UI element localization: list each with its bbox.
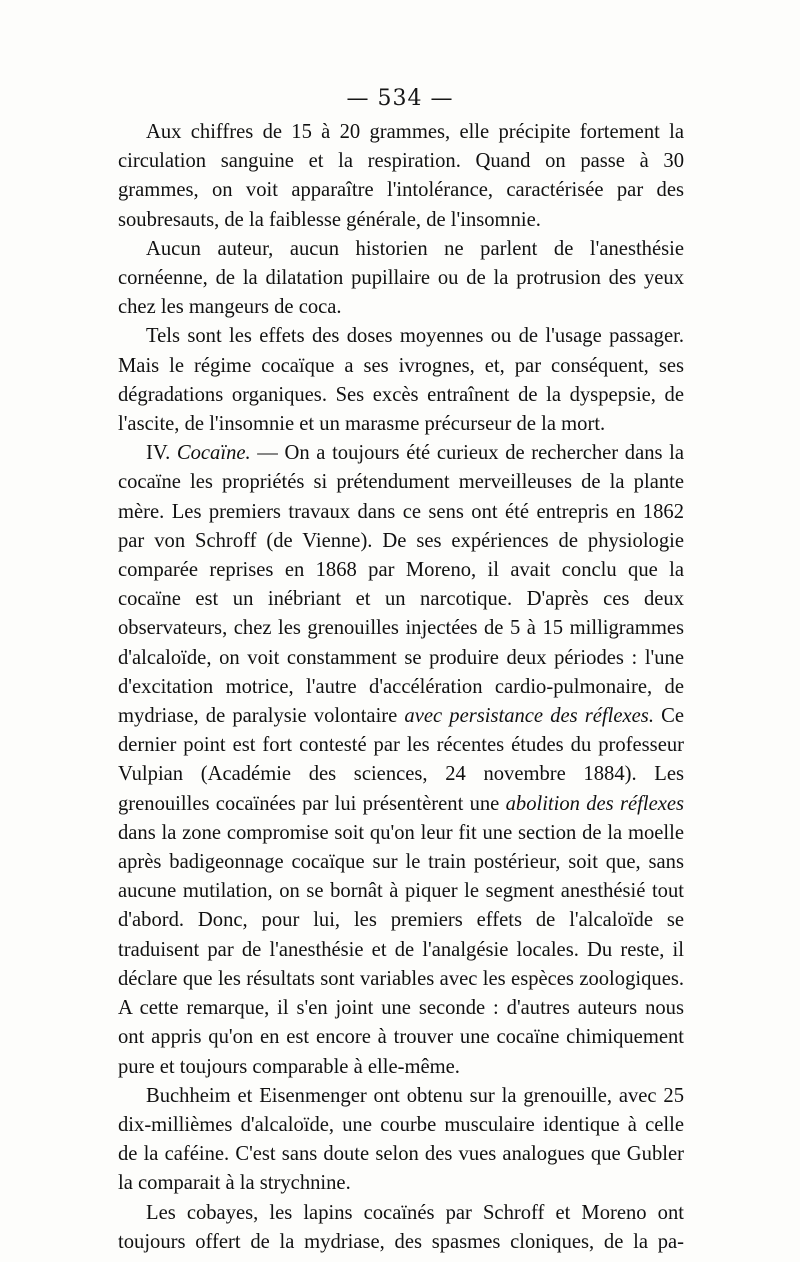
italic-phrase: avec persistance des réflexes. (404, 705, 654, 728)
body-text (118, 118, 684, 1257)
paragraph-text: dans la zone compromise soit qu'on leur fit une section de la moelle après badigeonnage cocaïque sur le train postérieur, soit que, sans aucune mutilation, on se bornât à piquer le segment anesthésié tout d'abord. Donc, pour lui, les premiers effets de l'alcaloïde se traduisent par de l'anesthésie et de l'analgésie locales. Du reste, il déclare que les résultats sont variables avec les espèces zoologiques. A cette remarque, il s'en joint une seconde : d'autres auteurs nous ont appris qu'on en est encore à trouver une cocaïne chimiquement pure et toujours comparable à elle-même. (118, 821, 684, 1078)
paragraph-text: Les cobayes, les lapins cocaïnés par Schroff et Moreno ont toujours offert de la mydriase, des spasmes cloniques, de la pa- (118, 1201, 684, 1253)
paragraph-cocaine-section (118, 439, 684, 1081)
paragraph-text: Buchheim et Eisenmenger ont obtenu sur la grenouille, avec 25 dix-millièmes d'alcaloïde, une courbe musculaire identique à celle de la caféine. C'est sans doute selon des vues analogues que Gubler la comparait à la strychnine. (118, 1084, 684, 1195)
section-number: IV. (146, 442, 171, 465)
paragraph-cobayes (118, 1199, 684, 1257)
paragraph-effects (118, 322, 684, 439)
paragraph-text: Aux chiffres de 15 à 20 grammes, elle précipite fortement la circulation sanguine et la respiration. Quand on passe à 30 grammes, on voit apparaître l'intolérance, caractérisée par des soubresauts, de la faiblesse générale, de l'insomnie. (118, 121, 684, 231)
italic-phrase: abolition des réflexes (505, 792, 685, 815)
page-number: — 534 — (346, 86, 454, 111)
paragraph-text: Ce dernier point est fort contesté par les récentes études du professeur Vulpian (Académie des sciences, 24 novembre 1884). Les grenouilles cocaïnées par lui présentèrent une (118, 705, 684, 815)
paragraph-anesthesia (118, 235, 684, 323)
paragraph-text: — On a toujours été curieux de rechercher dans la cocaïne les propriétés si prétendument merveilleuses de la plante mère. Les premiers travaux dans ce sens ont été entrepris en 1862 par von Schroff (de Vienne). De ses expériences de physiologie comparée reprises en 1868 par Moreno, il avait conclu que la cocaïne est un inébriant et un narcotique. D'après ces deux observateurs, chez les grenouilles injectées de 5 à 15 milligrammes d'alcaloïde, on voit constamment se produire deux périodes : l'une d'excitation motrice, l'autre d'accélération cardio-pulmonaire, de mydriase, de paralysie volontaire (118, 442, 685, 728)
section-title: Cocaïne. (176, 442, 251, 465)
paragraph-text: Tels sont les effets des doses moyennes ou de l'usage passager. Mais le régime cocaïque a ses ivrognes, et, par conséquent, ses dégradations organiques. Ses excès entraînent de la dyspepsie, de l'ascite, de l'insomnie et un marasme précurseur de la mort. (118, 325, 684, 436)
paragraph-dosage (118, 118, 684, 235)
paragraph-buchheim (118, 1082, 684, 1199)
paragraph-text: Aucun auteur, aucun historien ne parlent de l'anesthésie cornéenne, de la dilatation pupillaire ou de la protrusion des yeux chez les mangeurs de coca. (118, 237, 684, 319)
